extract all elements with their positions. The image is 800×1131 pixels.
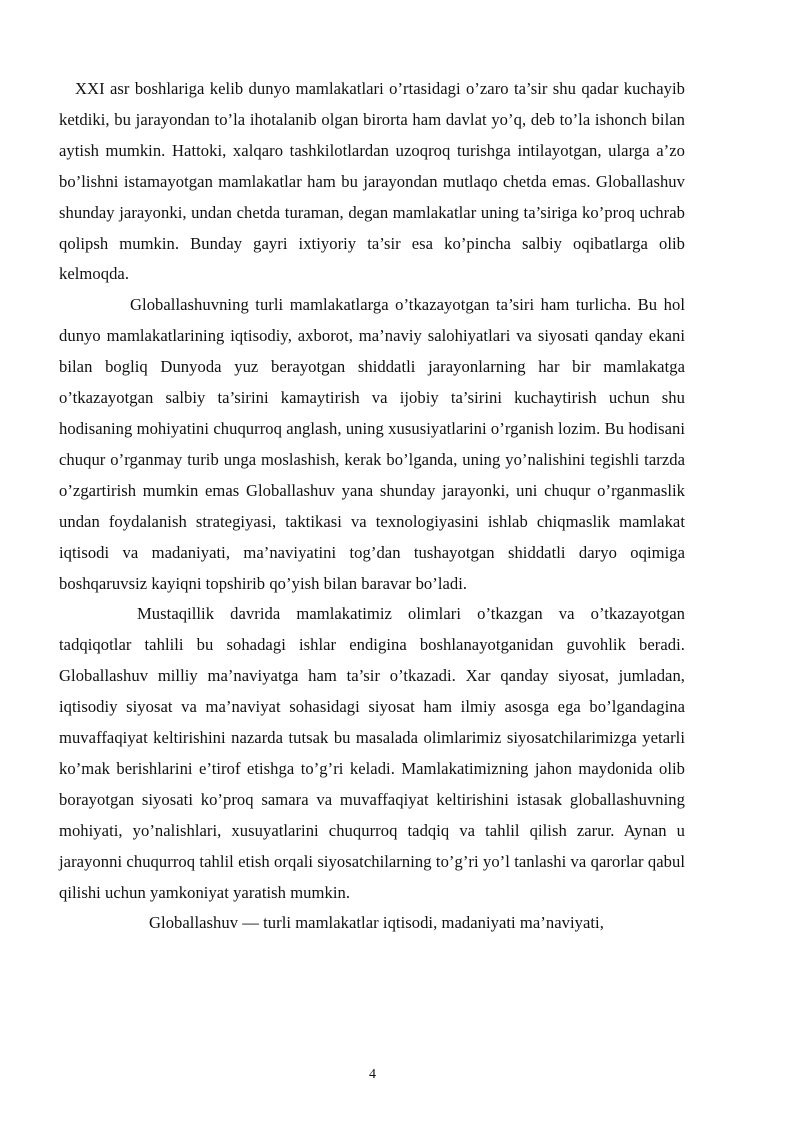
paragraph-3: Mustaqillik davrida mamlakatimiz olimlari o’tkazgan va o’tkazayotgan tadqiqotlar tahlili bu sohadagi ishlar endigina boshlanayotganidan guvohlik beradi. Globallashuv milliy ma’naviyatga ham ta’sir o’tkazadi. Xar qanday siyosat, jumladan, iqtisodiy siyosat va ma’naviyat sohasidagi siyosat ham ilmiy asosga ega bo’lgandagina muvaffaqiyat keltirishini nazarda tutsak bu masalada olimlarimiz siyosatchilarimizga yetarli ko’mak berishlarini e’tirof etishga to’g’ri keladi. Mamlakatimizning jahon maydonida olib borayotgan siyosati ko’proq samara va muvaffaqiyat keltirishini istasak globallashuvning mohiyati, yo’nalishlari, xusuyatlarini chuqurroq tadqiq va tahlil qilish zarur. Aynan u jarayonni chuqurroq tahlil etish orqali siyosatchilarning to’g’ri yo’l tanlashi va qarorlar qabul qilishi uchun yamkoniyat yaratish mumkin. <box>59 604 685 902</box>
body-text <box>59 74 685 939</box>
page-number: 4 <box>369 1067 376 1082</box>
paragraph-1: XXI asr boshlariga kelib dunyo mamlakatlari o’rtasidagi o’zaro ta’sir shu qadar kuchayib ketdiki, bu jarayondan to’la ihotalanib olgan birorta ham davlat yo’q, deb to’la ishonch bilan aytish mumkin. Hattoki, xalqaro tashkilotlardan uzoqroq turishga intilayotgan, ularga a’zo bo’lishni istamayotgan mamlakatlar ham bu jarayondan mutlaqo chetda emas. Globallashuv shunday jarayonki, undan chetda turaman, degan mamlakatlar uning ta’siriga ko’proq uchrab qolipsh mumkin. Bunday gayri ixtiyoriy ta’sir esa ko’pincha salbiy oqibatlarga olib kelmoqda. <box>59 79 685 284</box>
paragraph-4: Globallashuv — turli mamlakatlar iqtisodi, madaniyati ma’naviyati, <box>149 913 604 933</box>
paragraph-2: Globallashuvning turli mamlakatlarga o’tkazayotgan ta’siri ham turlicha. Bu hol dunyo mamlakatlarining iqtisodiy, axborot, ma’naviy salohiyatlari va siyosati qanday ekani bilan bogliq Dunyoda yuz berayotgan shiddatli jarayonlarning har bir mamlakatga o’tkazayotgan salbiy ta’sirini kamaytirish va ijobiy ta’sirini kuchaytirish uchun shu hodisaning mohiyatini chuqurroq anglash, uning xususiyatlarini o’rganish lozim. Bu hodisani chuqur o’rganmay turib unga moslashish, kerak bo’lganda, uning yo’nalishini tegishli tarzda o’zgartirish mumkin emas Globallashuv yana shunday jarayonki, uni chuqur o’rganmaslik undan foydalanish strategiyasi, taktikasi va texnologiyasini ishlab chiqmaslik mamlakat iqtisodi va madaniyati, ma’naviyatini tog’dan tushayotgan shiddatli daryo oqimiga boshqaruvsiz kayiqni topshirib qo’yish bilan baravar bo’ladi. <box>59 295 685 593</box>
